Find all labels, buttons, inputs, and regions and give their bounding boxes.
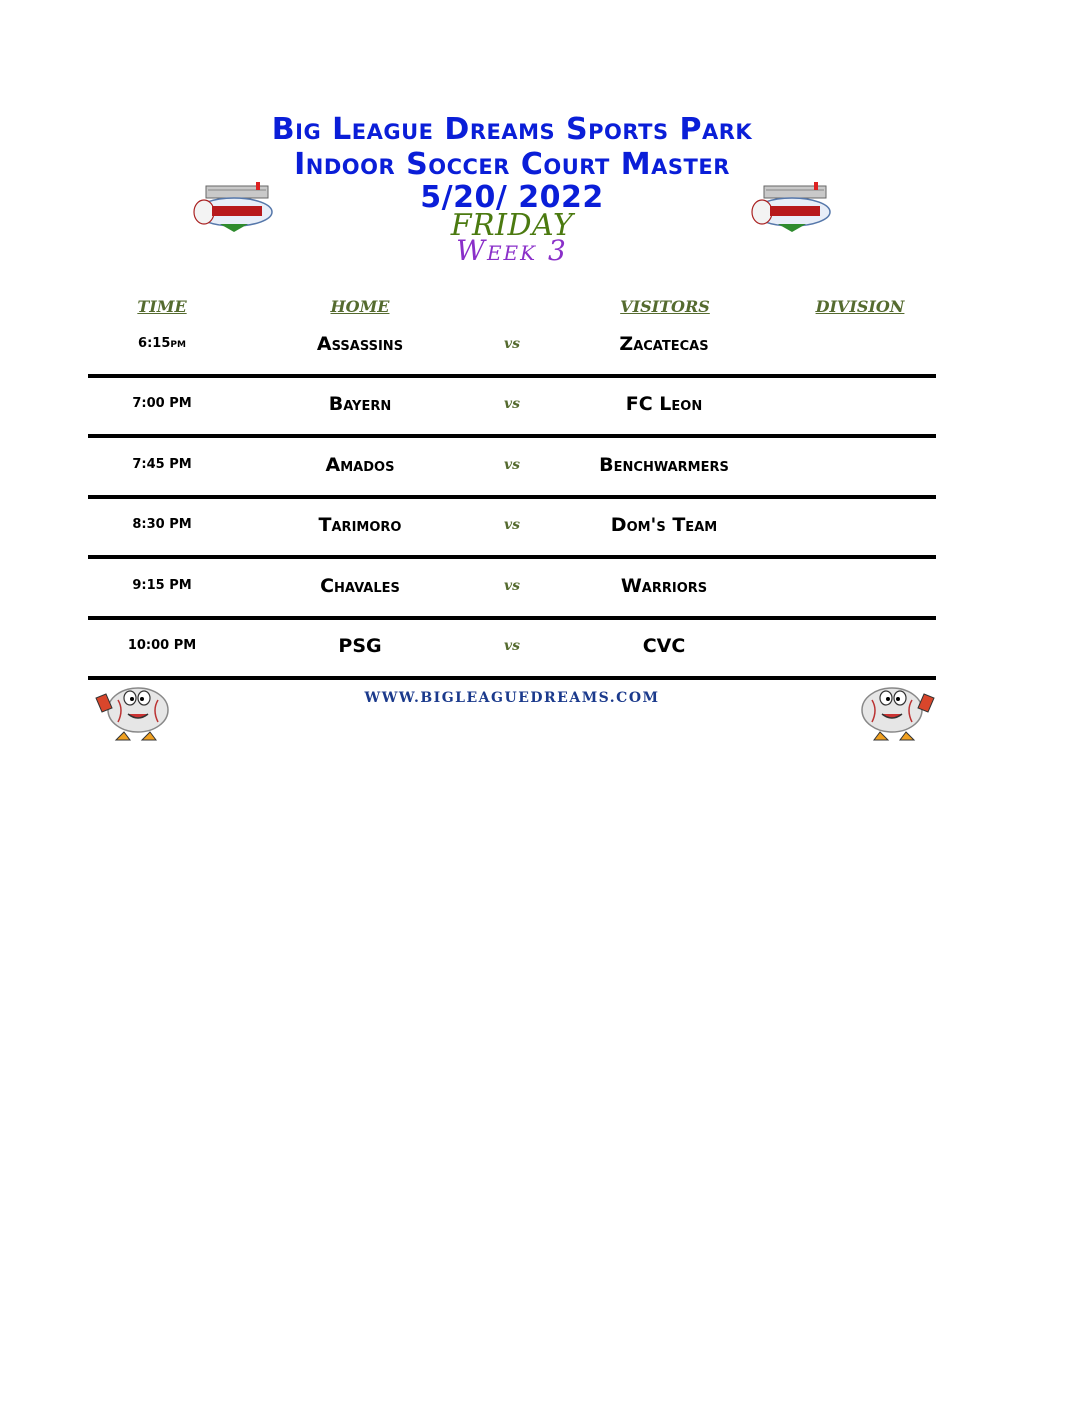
home-team: Assassins bbox=[316, 333, 404, 355]
home-team: PSG bbox=[338, 635, 382, 657]
home-team: Tarimoro bbox=[318, 514, 402, 536]
column-header-time: TIME bbox=[137, 297, 187, 316]
game-row bbox=[88, 439, 936, 499]
schedule-week: Week 3 bbox=[456, 234, 568, 267]
home-team: Amados bbox=[325, 454, 395, 476]
row-divider bbox=[88, 676, 936, 680]
baseball-mascot-icon bbox=[838, 680, 942, 746]
park-title: Big League Dreams Sports Park bbox=[271, 112, 753, 147]
visiting-team: FC Leon bbox=[625, 393, 703, 415]
game-time: 9:15 PM bbox=[132, 578, 192, 593]
versus-label: vs bbox=[503, 578, 521, 594]
game-time: 10:00 PM bbox=[127, 638, 197, 653]
website-link[interactable]: WWW.BIGLEAGUEDREAMS.COM bbox=[364, 690, 660, 706]
game-time: 6:15pm bbox=[138, 336, 186, 351]
column-header-home: HOME bbox=[330, 297, 390, 316]
versus-label: vs bbox=[503, 457, 521, 473]
schedule-day: FRIDAY bbox=[450, 208, 574, 243]
game-row bbox=[88, 560, 936, 620]
visiting-team: Warriors bbox=[620, 575, 708, 597]
game-time: 7:00 PM bbox=[132, 396, 192, 411]
versus-label: vs bbox=[503, 396, 521, 412]
home-team: Bayern bbox=[328, 393, 392, 415]
baseball-mascot-icon bbox=[88, 680, 192, 746]
game-row bbox=[88, 620, 936, 680]
big-league-dreams-logo-icon bbox=[190, 182, 276, 234]
column-header-division: DIVISION bbox=[815, 297, 905, 316]
big-league-dreams-logo-icon bbox=[748, 182, 834, 234]
row-divider bbox=[88, 434, 936, 438]
column-header-visitors: VISITORS bbox=[620, 297, 710, 316]
visiting-team: Zacatecas bbox=[619, 333, 709, 355]
home-team: Chavales bbox=[320, 575, 400, 597]
versus-label: vs bbox=[503, 638, 521, 654]
visiting-team: Benchwarmers bbox=[599, 454, 729, 476]
visiting-team: Dom's Team bbox=[610, 514, 718, 536]
row-divider bbox=[88, 555, 936, 559]
game-row bbox=[88, 378, 936, 438]
schedule-title: Indoor Soccer Court Master bbox=[294, 147, 730, 182]
game-time: 7:45 PM bbox=[132, 457, 192, 472]
game-time: 8:30 PM bbox=[132, 517, 192, 532]
game-row bbox=[88, 499, 936, 559]
schedule-date: 5/20/ 2022 bbox=[420, 180, 604, 215]
versus-label: vs bbox=[503, 517, 521, 533]
visiting-team: CVC bbox=[642, 635, 686, 657]
versus-label: vs bbox=[503, 336, 521, 352]
game-row bbox=[88, 318, 936, 378]
